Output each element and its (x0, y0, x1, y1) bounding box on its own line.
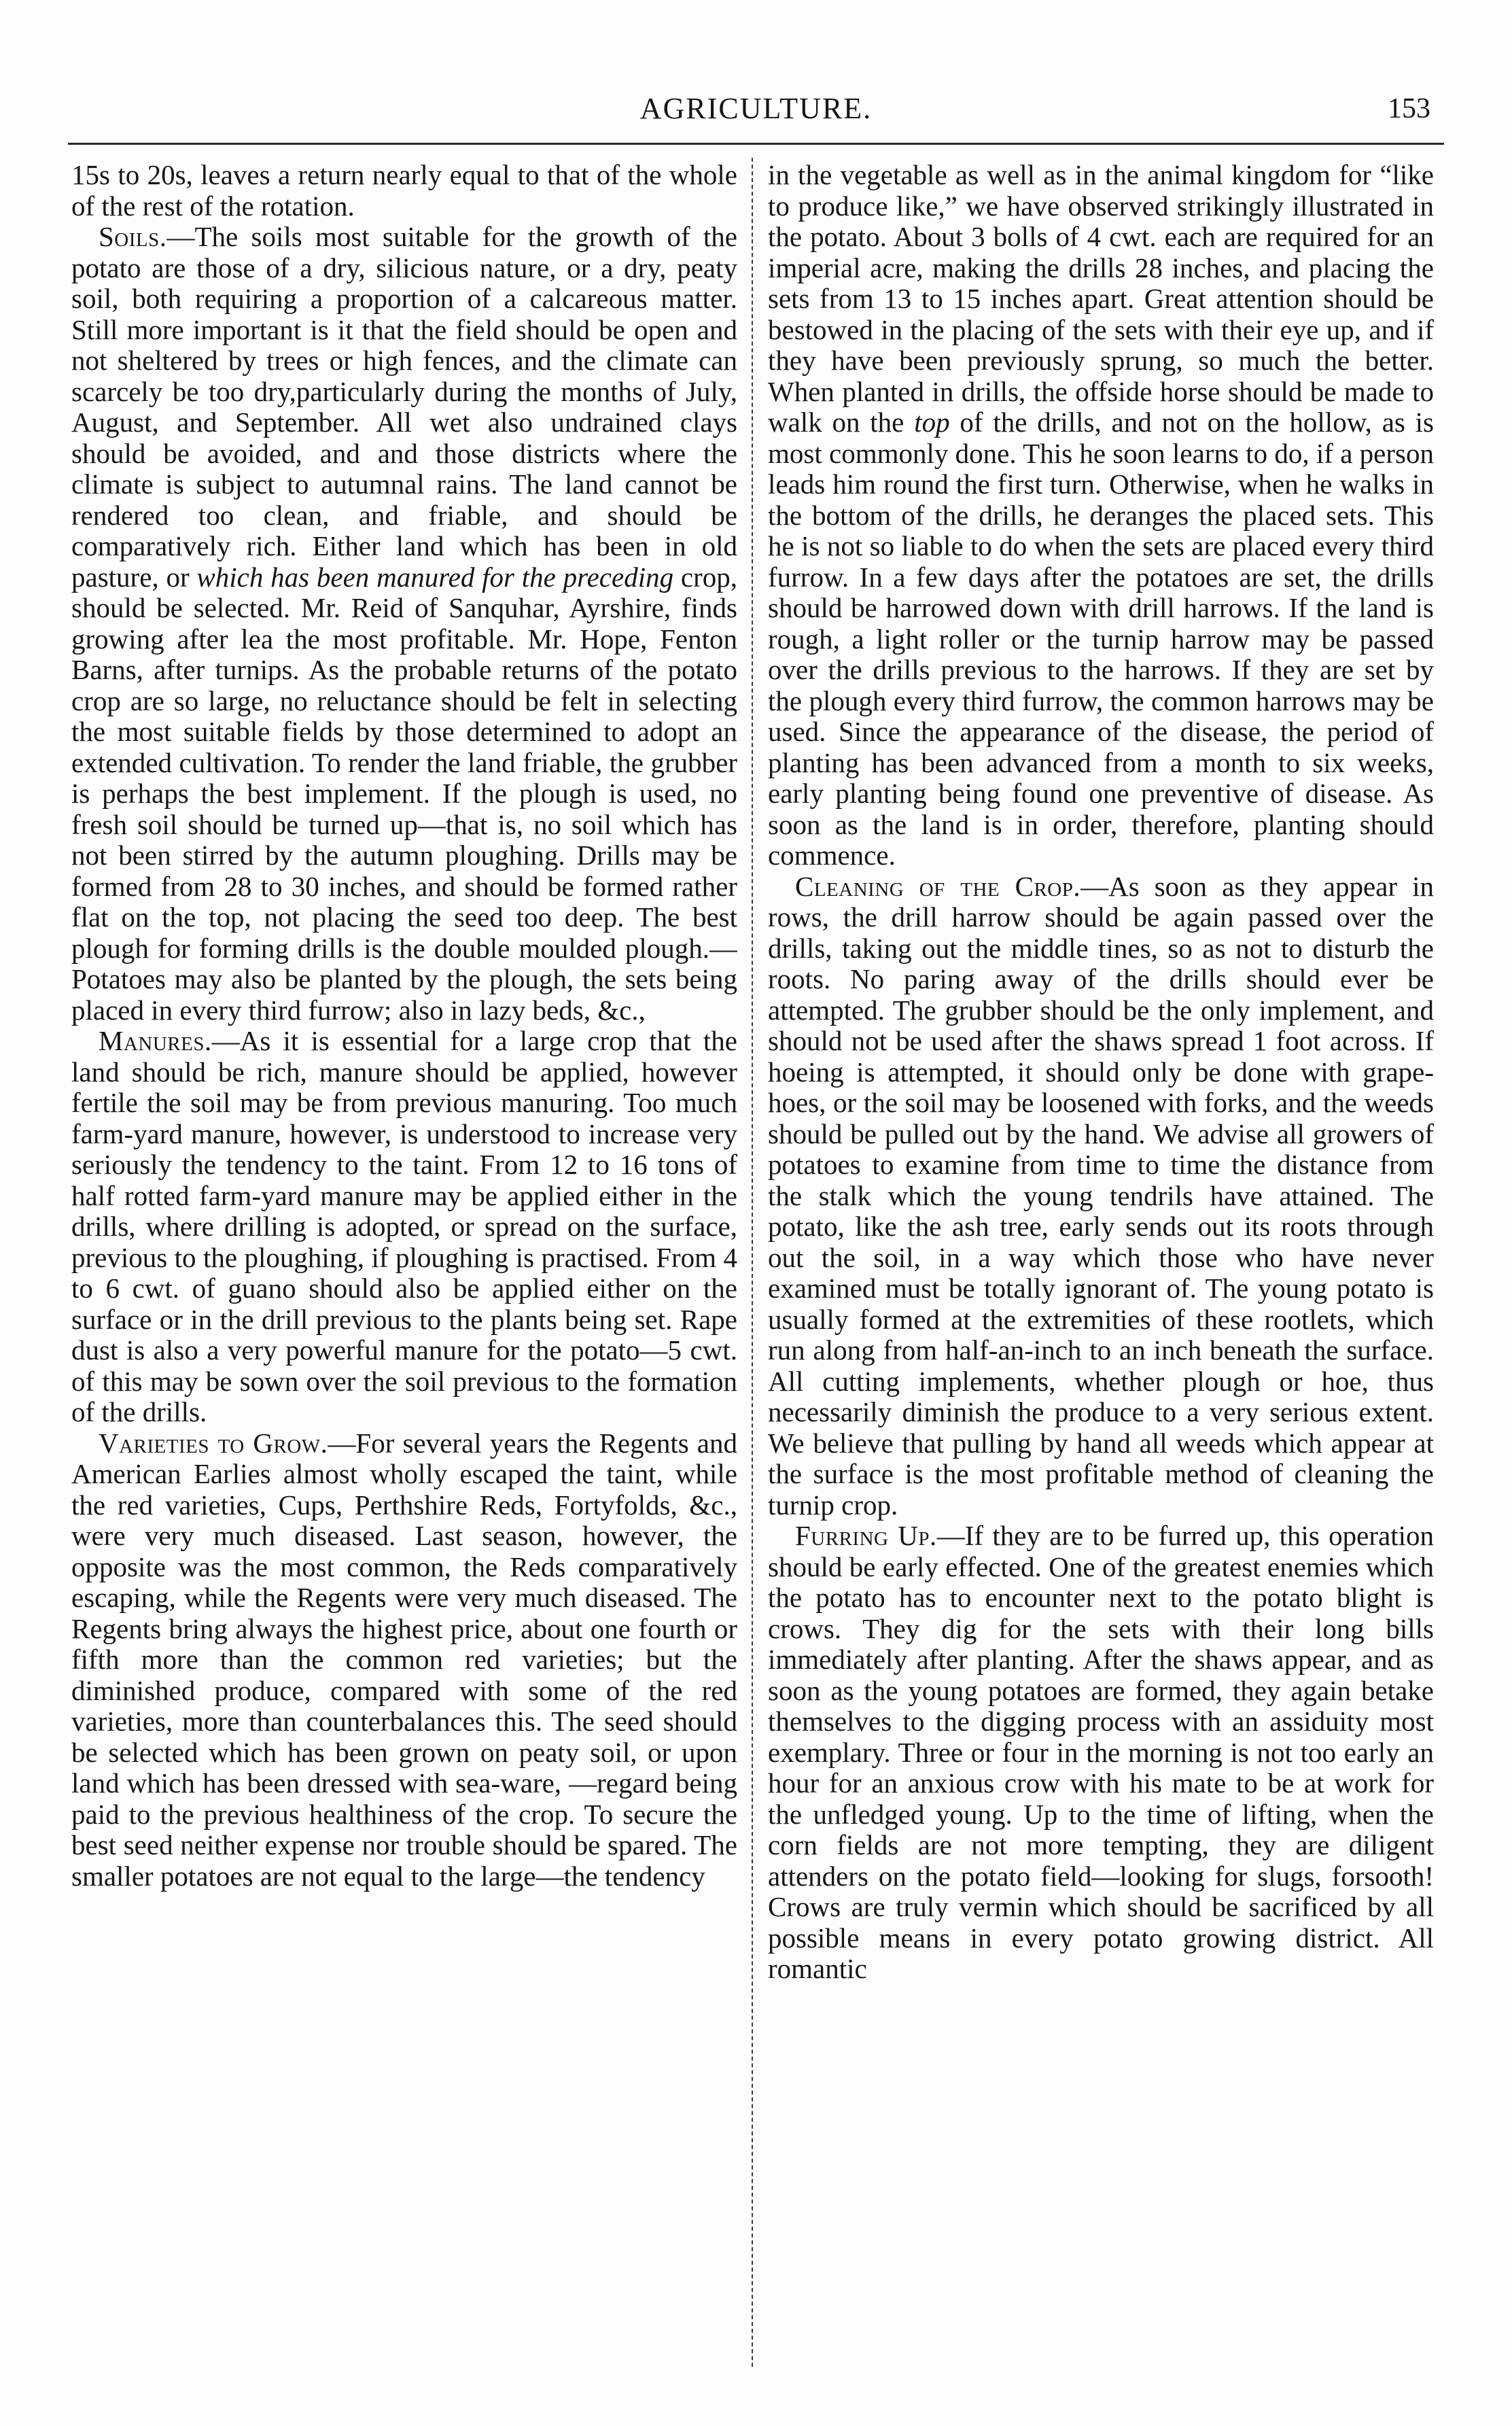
paragraph-text: in the vegetable as well as in the animal kingdom for “like to produce like,” we have observed strikingly illustrated in the potato. About 3 bolls of 4 cwt. each are required for an imperial acre, making the drills 28 inches, and placing the sets from 13 to 15 inches apart. Great attention should be bestowed in the placing of the sets with their eye up, and if they have been previously sprung, so much the better. When planted in drills, the offside horse should be made to walk on the (768, 160, 1434, 438)
varieties-paragraph (71, 1428, 737, 1892)
paragraph-text: —If they are to be furred up, this operation should be early effected. One of the greatest enemies which the potato has to encounter next to the potato blight is crows. They dig for the sets with their long bills immediately after planting. After the shaws appear, and as soon as the young potatoes are formed, they again betake themselves to the digging process with an assiduity most exemplary. Three or four in the morning is not too early an hour for an anxious crow with his mate to be at work for the unfledged young. Up to the time of lifting, when the corn fields are not more tempting, they are diligent attenders on the potato field—looking for slugs, forsooth! Crows are truly vermin which should be sacrificed by all possible means in every potato growing district. All romantic (768, 1520, 1434, 1984)
paragraph-text: 15s to 20s, leaves a return nearly equal to that of the whole of the rest of the rotation. (71, 160, 737, 222)
page-number: 153 (1388, 93, 1430, 124)
italic-text: top (914, 406, 950, 438)
manures-heading: Manures. (99, 1025, 212, 1056)
paragraph-text: —The soils most suitable for the growth of the potato are those of a dry, silicious nature, or a dry, peaty soil, both requiring a proportion of a calcareous matter. Still more important is it that the field should be open and not sheltered by trees or high fences, and the climate can scarcely be too dry,particularly during the months of July, August, and September. All wet also undrained clays should be avoided, and and those districts where the climate is subject to autumnal rains. The land cannot be rendered too clean, and friable, and should be comparatively rich. Either land which has been in old pasture, or (71, 221, 737, 593)
cleaning-heading: Cleaning of the Crop. (795, 870, 1081, 902)
furring-paragraph (768, 1521, 1434, 1985)
left-column (71, 160, 737, 2376)
continued-paragraph (768, 160, 1434, 871)
right-column (768, 160, 1434, 2376)
varieties-heading: Varieties to Grow. (99, 1427, 328, 1459)
soils-paragraph (71, 222, 737, 1026)
manures-paragraph (71, 1026, 737, 1428)
paragraph-text: —As soon as they appear in rows, the drill harrow should be again passed over the drills, taking out the middle tines, so as not to disturb the roots. No paring away of the drills should ever be attempted. The grubber should be the only implement, and should not be used after the shaws spread 1 foot across. If hoeing is attempted, it should only be done with grape-hoes, or the soil may be loosened with forks, and the weeds should be pulled out by the hand. We advise all growers of potatoes to examine from time to time the distance from the stalk which the young tendrils have attained. The potato, like the ash tree, early sends out its roots through out the soil, in a way which those who have never examined must be totally ignorant of. The young potato is usually formed at the extremities of these rootlets, which run along from half-an-inch to an inch beneath the surface. All cutting implements, whether plough or hoe, thus necessarily diminish the produce to a very serious extent. We believe that pulling by hand all weeds which appear at the surface is the most profitable method of cleaning the turnip crop. (768, 870, 1434, 1521)
continued-paragraph (71, 160, 737, 222)
cleaning-paragraph (768, 871, 1434, 1521)
soils-heading: Soils. (99, 221, 167, 252)
italic-text: which has been manured for the preceding (196, 561, 674, 593)
paragraph-text: —As it is essential for a large crop that the land should be rich, manure should be applied, however fertile the soil may be from previous manuring. Too much farm-yard manure, however, is understood to increase very seriously the tendency to the taint. From 12 to 16 tons of half rotted farm-yard manure may be applied either in the drills, where drilling is adopted, or spread on the surface, previous to the ploughing, if ploughing is practised. From 4 to 6 cwt. of guano should also be applied either on the surface or in the drill previous to the plants being set. Rape dust is also a very powerful manure for the potato—5 cwt. of this may be sown over the soil previous to the formation of the drills. (71, 1025, 737, 1427)
page-header (68, 88, 1444, 136)
furring-heading: Furring Up. (795, 1520, 937, 1551)
header-rule (68, 143, 1444, 145)
paragraph-text: of the drills, and not on the hollow, as is most commonly done. This he soon learns to do, if a person leads him round the first turn. Otherwise, when he walks in the bottom of the drills, he deranges the placed sets. This he is not so liable to do when the sets are placed every third furrow. In a few days after the potatoes are set, the drills should be harrowed down with drill harrows. If the land is rough, a light roller or the turnip harrow may be passed over the drills previous to the harrows. If they are set by the plough every third furrow, the common harrows may be used. Since the appearance of the disease, the period of planting has been advanced from a month to six weeks, early planting being found one preventive of disease. As soon as the land is in order, therefore, planting should commence. (768, 406, 1434, 871)
paragraph-text: crop, should be selected. Mr. Reid of Sanquhar, Ayrshire, finds growing after lea the most profitable. Mr. Hope, Fenton Barns, after turnips. As the probable returns of the potato crop are so large, no reluctance should be felt in selecting the most suitable fields by those determined to adopt an extended cultivation. To render the land friable, the grubber is perhaps the best implement. If the plough is used, no fresh soil should be turned up—that is, no soil which has not been stirred by the autumn ploughing. Drills may be formed from 28 to 30 inches, and should be formed rather flat on the top, not placing the seed too deep. The best plough for forming drills is the double moulded plough.—Potatoes may also be planted by the plough, the sets being placed in every third furrow; also in lazy beds, &c., (71, 561, 737, 1026)
column-divider (752, 158, 753, 2367)
running-head: AGRICULTURE. (639, 92, 873, 125)
paragraph-text: —For several years the Regents and American Earlies almost wholly escaped the taint, while the red varieties, Cups, Perthshire Reds, Fortyfolds, &c., were very much diseased. Last season, however, the opposite was the most common, the Reds comparatively escaping, while the Regents were very much diseased. The Regents bring always the highest price, about one fourth or fifth more than the common red varieties; but the diminished produce, compared with some of the red varieties, more than counterbalances this. The seed should be selected which has been grown on peaty soil, or upon land which has been dressed with sea-ware, —regard being paid to the previous healthiness of the crop. To secure the best seed neither expense nor trouble should be spared. The smaller potatoes are not equal to the large—the tendency (71, 1427, 737, 1892)
